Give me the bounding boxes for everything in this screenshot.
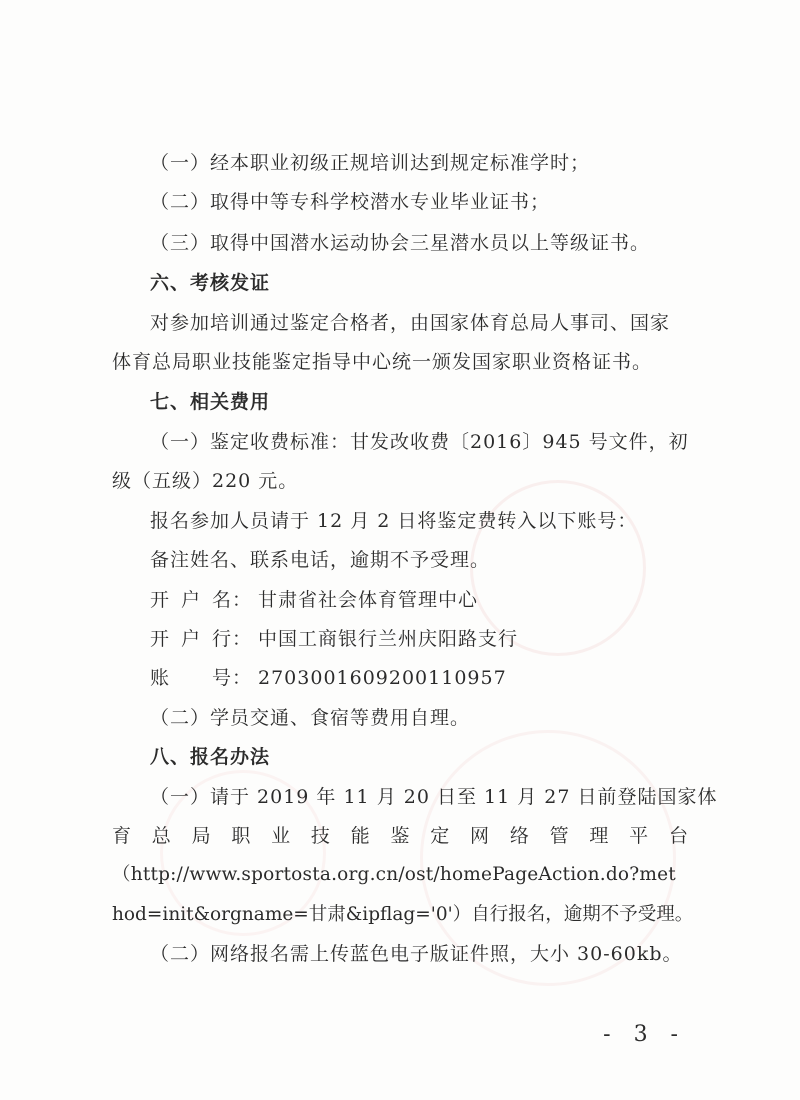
fee-standard-line-1: （一）鉴定收费标准：甘发改收费〔2016〕945 号文件，初 — [150, 431, 689, 453]
fee-payment-note: 备注姓名、联系电话，逾期不予受理。 — [150, 549, 491, 571]
section-8-heading: 八、报名办法 — [150, 746, 271, 768]
section-6-paragraph-line-1: 对参加培训通过鉴定合格者，由国家体育总局人事司、国家 — [150, 312, 671, 334]
photo-upload-requirement: （二）网络报名需上传蓝色电子版证件照，大小 30-60kb。 — [150, 943, 683, 965]
account-number-row — [150, 665, 688, 691]
section-7-heading: 七、相关费用 — [150, 391, 271, 413]
fee-self-paid-note: （二）学员交通、食宿等费用自理。 — [150, 707, 471, 729]
account-name-value: 甘肃省社会体育管理中心 — [258, 589, 479, 611]
registration-url-line-2: hod=init&orgname=甘肃&ipflag='0'）自行报名，逾期不予受理。 — [112, 904, 694, 925]
qualification-item-3: （三）取得中国潜水运动协会三星潜水员以上等级证书。 — [150, 232, 651, 254]
registration-line-1: （一）请于 2019 年 11 月 20 日至 11 月 27 日前登陆国家体 — [150, 786, 718, 808]
section-6-paragraph-line-2: 体育总局职业技能鉴定指导中心统一颁发国家职业资格证书。 — [112, 351, 653, 373]
account-bank-label: 开 户 行： — [150, 628, 252, 650]
page-number: - 3 - — [603, 1022, 686, 1047]
registration-line-2: 育 总 局 职 业 技 能 鉴 定 网 络 管 理 平 台 — [112, 825, 688, 847]
account-name-label: 开 户 名： — [150, 589, 252, 611]
fee-payment-deadline: 报名参加人员请于 12 月 2 日将鉴定费转入以下账号： — [150, 510, 638, 532]
qualification-item-2: （二）取得中等专科学校潜水专业毕业证书； — [150, 191, 551, 213]
registration-url-line-1: （http://www.sportosta.org.cn/ost/homePageAction.do?met — [112, 864, 676, 885]
account-bank-row — [150, 626, 688, 652]
qualification-item-1: （一）经本职业初级正规培训达到规定标准学时； — [150, 152, 591, 174]
section-6-heading: 六、考核发证 — [150, 272, 271, 294]
account-name-row — [150, 587, 688, 613]
account-bank-value: 中国工商银行兰州庆阳路支行 — [258, 628, 519, 650]
fee-standard-line-2: 级（五级）220 元。 — [112, 470, 299, 492]
account-number-value: 2703001609200110957 — [258, 667, 507, 689]
account-number-label: 账 号： — [150, 667, 252, 689]
